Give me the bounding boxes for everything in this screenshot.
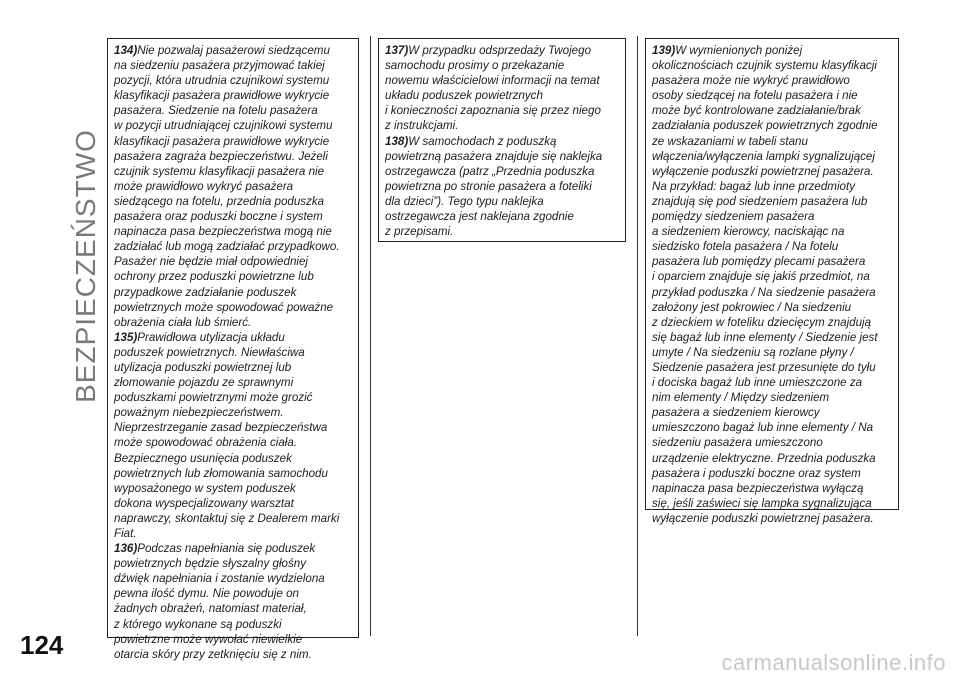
warning-text: Podczas napełniania się poduszek powietrznych będzie słyszalny głośny dźwięk napełniania i zostanie wydzielona pewna ilość dymu. Nie powoduje on żadnych obrażeń, natomiast materiał, z którego wykonane są poduszki powietrzne może wywołać niewielkie otarcia skóry przy zetknięciu się z nim.	[114, 542, 325, 661]
watermark: carmanualsonline.info	[721, 650, 946, 675]
warning-139	[652, 43, 892, 526]
warning-138	[385, 134, 619, 240]
warning-number: 134)	[114, 44, 138, 57]
warning-number: 137)	[385, 44, 409, 57]
warning-text: Prawidłowa utylizacja układu poduszek powietrznych. Niewłaściwa utylizacja poduszki powietrznej lub złomowanie pojazdu ze sprawnymi poduszkami powietrznymi może grozić poważnym niebezpieczeństwem. Nieprzestrzeganie zasad bezpieczeństwa może spowodować obrażenia ciała. Bezpiecznego usunięcia poduszek powietrznych lub złomowania samochodu wyposażonego w system poduszek dokona wyspecjalizowany warsztat naprawczy, skontaktuj się z Dealerem marki Fiat.	[114, 330, 340, 540]
column-divider-1	[370, 36, 371, 636]
warning-text: W wymienionych poniżej okolicznościach czujnik systemu klasyfikacji pasażera może nie wykryć prawidłowo osoby siedzącej na fotelu pasażera i nie może być kontrolowane zadziałanie/brak zadziałania poduszek powietrznych zgodnie ze wskazaniami w tabeli stanu włączenia/wyłączenia lampki sygnalizującej wyłączenie poduszki powietrznej pasażera. Na przykład: bagaż lub inne przedmioty znajdują się pod siedzeniem pasażera lub pomiędzy siedzeniem pasażera a siedzeniem kierowcy, naciskając na siedzisko fotela pasażera / Na fotelu pasażera lub pomiędzy plecami pasażera i oparciem znajduje się jakiś przedmiot, na przykład poduszka / Na siedzenie pasażera założony jest pokrowiec / Na siedzeniu z dzieckiem w foteliku dziecięcym znajdują się bagaż lub inne elementy / Siedzenie jest umyte / Na siedzeniu są rozlane płyny / Siedzenie pasażera jest przesunięte do tyłu i dociska bagaż lub inne umieszczone za nim elementy / Między siedzeniem pasażera a siedzeniem kierowcy umieszczono bagaż lub inne elementy / Na siedzeniu pasażera umieszczono urządzenie elektryczne. Przednia poduszka pasażera i poduszki boczne oraz system napinacza pasa bezpieczeństwa wyłączą się, jeśli zaświeci się lampka sygnalizująca wyłączenie poduszki powietrznej pasażera.	[652, 44, 878, 525]
column-divider-2	[637, 36, 638, 636]
warning-135	[114, 330, 352, 541]
warning-text: Nie pozwalaj pasażerowi siedzącemu na siedzeniu pasażera przyjmować takiej pozycji, która utrudnia czujnikowi systemu klasyfikacji pasażera prawidłowe wykrycie pasażera. Siedzenie na fotelu pasażera w pozycji utrudniającej czujnikowi systemu klasyfikacji pasażera prawidłowe wykrycie pasażera zagraża bezpieczeństwu. Jeżeli czujnik systemu klasyfikacji pasażera nie może prawidłowo wykryć pasażera siedzącego na fotelu, przednia poduszka pasażera oraz poduszki boczne i system napinacza pasa bezpieczeństwa mogą nie zadziałać lub mogą zadziałać przypadkowo. Pasażer nie będzie miał odpowiedniej ochrony przez poduszki powietrzne lub przypadkowe zadziałanie poduszek powietrznych może spowodować poważne obrażenia ciała lub śmierć.	[114, 44, 340, 329]
warning-number: 138)	[385, 134, 409, 148]
warning-text: W przypadku odsprzedaży Twojego samochodu prosimy o przekazanie nowemu właścicielowi informacji na temat układu poduszek powietrznych i konieczności zapoznania się przez niego z instrukcjami.	[385, 44, 601, 133]
warning-134	[114, 43, 352, 330]
warning-137	[385, 43, 619, 134]
warning-box-col2	[378, 38, 626, 242]
warning-number: 139)	[652, 44, 676, 57]
warning-text: W samochodach z poduszką powietrzną pasażera znajduje się naklejka ostrzegawcza (patrz „Przednia poduszka powietrzna po stronie pasażera a foteliki dla dzieci”). Tego typu naklejka ostrzegawcza jest naklejana zgodnie z przepisami.	[385, 134, 603, 239]
page-number: 124	[20, 630, 64, 660]
section-title-text: BEZPIECZEŃSTWO	[70, 129, 101, 403]
warning-number: 136)	[114, 542, 138, 556]
warning-number: 135)	[114, 330, 138, 344]
warning-box-col3	[645, 38, 899, 525]
warning-136	[114, 541, 352, 662]
warning-box-col1	[107, 38, 359, 661]
